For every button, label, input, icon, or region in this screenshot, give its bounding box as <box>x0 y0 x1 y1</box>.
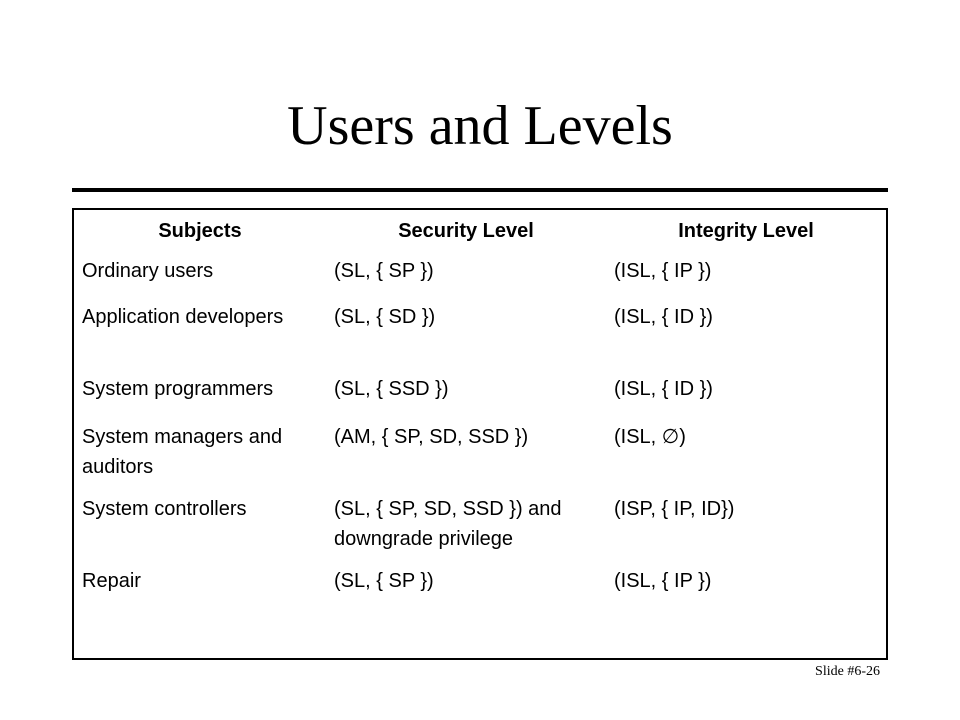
header-subjects: Subjects <box>158 220 242 242</box>
header-integrity-level: Integrity Level <box>678 220 814 242</box>
security-level-cell: (SL, { SD }) <box>334 306 436 328</box>
subject-cell: Application developers <box>82 306 284 328</box>
integrity-level-cell: (ISL, ∅) <box>614 426 686 448</box>
users-levels-table-frame <box>72 208 888 660</box>
security-level-cell: (SL, { SP }) <box>334 260 434 282</box>
subject-cell: System managers and auditors <box>82 426 283 478</box>
security-level-cell: (SL, { SSD }) <box>334 378 449 400</box>
slide-number: Slide #6-26 <box>815 664 880 679</box>
users-levels-table <box>74 210 886 620</box>
table-row <box>74 488 886 560</box>
integrity-level-cell: (ISL, { ID }) <box>614 306 713 328</box>
integrity-level-cell: (ISL, { ID }) <box>614 378 713 400</box>
title-divider <box>72 188 888 192</box>
subject-cell: System programmers <box>82 378 274 400</box>
table-row <box>74 560 886 620</box>
integrity-level-cell: (ISL, { IP }) <box>614 260 712 282</box>
integrity-level-cell: (ISP, { IP, ID}) <box>614 498 735 520</box>
table-row <box>74 368 886 416</box>
header-security-level: Security Level <box>398 220 534 242</box>
integrity-level-cell: (ISL, { IP }) <box>614 570 712 592</box>
slide-title: Users and Levels <box>287 95 673 157</box>
subject-cell: Ordinary users <box>82 260 214 282</box>
security-level-cell: (SL, { SP, SD, SSD }) and downgrade privilege <box>334 498 562 550</box>
subject-cell: System controllers <box>82 498 247 520</box>
security-level-cell: (SL, { SP }) <box>334 570 434 592</box>
table-row <box>74 250 886 296</box>
security-level-cell: (AM, { SP, SD, SSD }) <box>334 426 529 448</box>
table-row <box>74 416 886 488</box>
table-row <box>74 296 886 368</box>
table-header-row <box>74 210 886 250</box>
subject-cell: Repair <box>82 570 141 592</box>
